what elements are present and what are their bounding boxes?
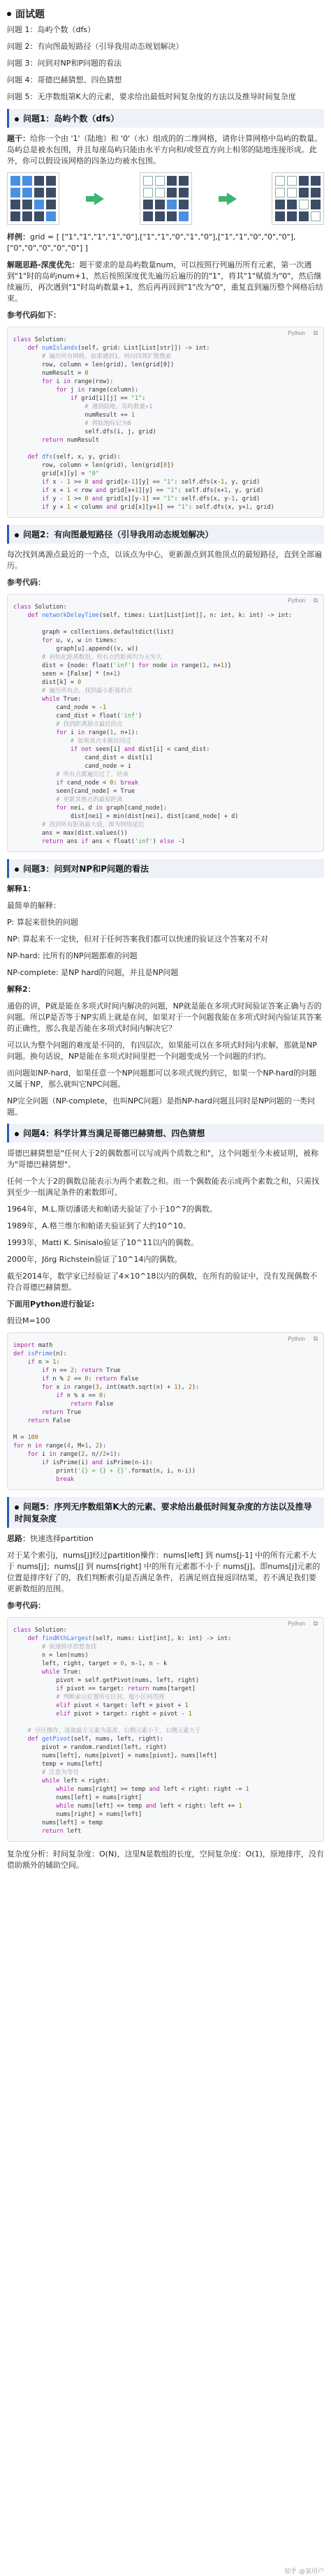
code-label: 参考代码： — [7, 578, 45, 587]
solution-idea: 解题思路-深度优先：题干要求的是岛屿数量num，可以按照行列遍历所有元素，第一次遇到"1"时的岛屿num+1，然后按照深度优先遍历后遍历的的"1"，将其"1"赋值为"0"，然后继续遍历，再次遇到"1"时岛屿数量+1，然后再再回到"1"改为"0"，重复直到遍历整个网格后结束。 — [7, 260, 323, 303]
section-heading-q1: 问题1：岛屿个数（dfs） — [7, 109, 324, 128]
sample: 样例：grid = [ ["1","1","1","1","0"],["1","1","0","1","0"],["1","1","0","0","0"],["0","0","0","0","0"] ] — [7, 232, 296, 253]
q4-paragraph: 2000年，Jörg Richstein验证了10^14内的偶数。 — [7, 1255, 182, 1264]
code-lang: Python — [288, 1621, 305, 1627]
code-block-q1: Python ⧉ class Solution: def numIslands(self, grid: List[List[str]]) -> int: # 遍历所有网格，如果遇到1，则向四周扩散搜索 row, column = len(grid), len(grid[0]) numResult = 0 for i in range(row): for j in range(column): if grid[i][j] == "1": # 遇到陆地，岛屿数量+1 numResult += 1 # 将陆地标记为0 self.dfs(i, j, grid) return numResult def dfs(self, x, y, grid): row, column = len(grid), len(grid[0]) grid[x][y] = "0" if x - 1 >= 0 and grid[x-1][y] == "1": self.dfs(x-1, y, grid) if x + 1 < row and grid[x+1][y] == "1": self.dfs(x+1, y, grid) if y - 1 >= 0 and grid[x][y-1] == "1": self.dfs(x, y-1, grid) if y + 1 < column and grid[x][y+1] == "1": self.dfs(x, y+1, grid) — [7, 327, 324, 518]
grid-b — [140, 172, 192, 225]
explain-paragraph: 而问题如NP-hard，如果任意一个NP问题都可以多项式规约到它，如果一个NP-hard的问题又属于NP，那么就叫它NPC问题。 — [7, 1069, 317, 1089]
table-of-contents — [7, 25, 324, 102]
bullet-icon — [15, 1505, 19, 1510]
copy-icon[interactable]: ⧉ — [313, 1336, 318, 1343]
island-illustration — [7, 172, 324, 225]
section-heading-q5: 问题5：序列无序数组第K大的元素、要求给出最低时间复杂度的方法以及推导时间复杂度 — [7, 1497, 324, 1528]
section-heading-q3: 问题3：问到对NP和P问题的看法 — [7, 859, 324, 878]
section-heading-q4: 问题4：科学计算当满足哥德巴赫猜想、四色猜想 — [7, 1124, 324, 1142]
arrow-right-icon — [227, 193, 237, 205]
bullet-icon — [15, 117, 19, 121]
q4-paragraph: 任何一个大于2的偶数总能表示为两个素数之和。而一个偶数能表示成两个素数之和，只需找到至少一组满足条件的素数即可。 — [7, 1177, 319, 1197]
explain-paragraph: 通俗的讲，P就是能在多项式时间内解决的问题，NP就是能在多项式时间验证答案正确与否的问题。所以P是否等于NP实质上就是在问，如果对于一个问题我能在多项式时间内验证其答案的正确性，那么我是否能在多项式时间内解决它？ — [7, 1002, 322, 1033]
page-title: 面试题 — [7, 7, 324, 21]
code-label: 参考代码如下： — [7, 311, 61, 320]
explain-label: 解释2： — [7, 985, 36, 994]
code-block-q4: Python ⧉ import math def isPrime(n): if n > 1: if n == 2: return True if n % 2 == 0: return False for x in range(3, int(math.sqrt(n) + 1), 2): if n % x == 0: return False return True return False M = 100 for n in range(4, M+1, 2): for i in range(2, n//2+1): if isPrime(i) and isPrime(n-i): print('{} = {} + {}'.format(n, i, n-i)) break — [7, 1332, 324, 1490]
toc-item[interactable]: 问题 2：有向图最短路径（引导我用动态规划解决） — [7, 42, 184, 51]
explain-line: NP-complete: 是NP hard的问题，并且是NP问题 — [7, 968, 179, 977]
problem-statement: 题干：给你一个由 '1'（陆地）和 '0'（水）组成的的二维网格，请你计算网格中岛屿的数量。岛屿总是被水包围，并且每座岛屿只能由水平方向和/或竖直方向上相邻的陆地连接形成。此外，你可以假设该网格的四条边均被水包围。 — [7, 134, 323, 165]
grid-c — [272, 172, 324, 225]
explain-paragraph: NP完全问题（NP-complete，也叫NPC问题）是指NP-hard问题且同时是NP问题的一类问题。 — [7, 1096, 315, 1117]
q4-paragraph: 1989年，A.格兰维尔和帕诺夫验证到了大约10^10。 — [7, 1221, 191, 1230]
explain-line: NP: 算起来不一定快，但对于任何答案我们都可以快速的验证这个答案对不对 — [7, 935, 269, 944]
code-block-q2: Python ⧉ class Solution: def networkDelayTime(self, times: List[List[int]], n: int, k: int) -> int: graph = collections.defaultdict(list) for u, v, w in times: graph[u].append((v, w)) # 初始化距离数组，所有点的距离均为无穷大 dist = {node: float('inf') for node in range(1, n+1)} seen = [False] * (n+1) dist[k] = 0 # 遍历所有点，找到最小距离的点 while True: cand_node = -1 cand_dist = float('inf') # 找到距离源点最近的点 for i in range(1, n+1): # 如果该点未被访问过 if not seen[i] and dist[i] < cand_dist: cand_dist = dist[i] cand_node = i # 所有点都遍历过了，结束 if cand_node < 0: break seen[cand_node] = True # 更新其他点的最短距离 for nei, d in graph[cand_node]: dist[nei] = min(dist[nei], dist[cand_node] + d) # 找到所有距离最大值，即为网络延迟 ans = max(dist.values()) return ans if ans < float('inf') else -1 — [7, 594, 324, 852]
bullet-icon — [7, 12, 11, 16]
copy-icon[interactable]: ⧉ — [313, 330, 318, 337]
code-block-q5: Python ⧉ class Solution: def findKthLargest(self, nums: List[int], k: int) -> int: # 快速排序思想查找 n = len(nums) left, right, target = 0, n-1, n - k while True: pivot = self.getPivot(nums, left, right) if pivot == target: return nums[target] # 判断索引位置所在区间，缩小区间范围 elif pivot < target: left = pivot + 1 elif pivot > target: right = pivot - 1 # 分区操作，选取最左元素为基准，右侧元素小于，右侧元素大于 def getPivot(self, nums, left, right): pivot = random.randint(left, right) nums[left], nums[pivot] = nums[pivot], nums[left] temp = nums[left] # 注意为等号 while left < right: while nums[right] >= temp and left < right: right -= 1 nums[left] = nums[right] while nums[left] <= temp and left < right: left += 1 nums[right] = nums[left] nums[left] = temp return left — [7, 1617, 324, 1842]
q4-paragraph: 哥德巴赫猜想是"任何大于2的偶数都可以写成两个质数之和"，这个问题至今未被证明，被称为"哥德巴赫猜想"。 — [7, 1149, 319, 1169]
bullet-icon — [15, 533, 19, 537]
explain-line: NP-hard: 比所有的NP问题都难的问题 — [7, 951, 138, 960]
toc-item[interactable]: 问题 5：无序数组第K大的元素，要求给出最低时间复杂度的方法以及推导时间复杂度 — [7, 92, 296, 101]
demo-note: 假设M=100 — [7, 1316, 50, 1325]
code-lang: Python — [288, 1336, 305, 1342]
q5-idea: 思路：快速选择partition — [7, 1534, 94, 1543]
copy-icon[interactable]: ⧉ — [313, 597, 318, 604]
demo-label: 下面用Python进行验证: — [7, 1300, 95, 1309]
q5-idea-detail: 对于某个索引j，nums[j]经过partition操作：nums[left] 到 nums[j-1] 中的所有元素不大于 nums[j]；nums[j] 到 nums[right] 中的所有元素都不小于 nums[j]。即nums[j]元素的位置是排序好了的，我们判断索引j是否满足条件，若满足则直接返回结果，若不满足我们要更新数组的范围。 — [7, 1551, 321, 1593]
bullet-icon — [15, 1132, 19, 1136]
code-lang: Python — [288, 330, 305, 336]
explain-line: 最简单的解释： — [7, 901, 61, 910]
section-heading-q2: 问题2：有向图最短路径（引导我用动态规划解决） — [7, 525, 324, 544]
grid-a — [7, 172, 59, 225]
q2-text: 每次找到离源点最近的一个点，以该点为中心，更新源点到其他顶点的最短路径，直到全部遍历。 — [7, 550, 322, 570]
copy-icon[interactable]: ⧉ — [313, 1621, 318, 1628]
toc-item[interactable]: 问题 3：问到对NP和P问题的看法 — [7, 59, 122, 68]
bullet-icon — [15, 868, 19, 872]
footer-watermark: 知乎 @某用户 — [284, 2568, 324, 2575]
q4-paragraph: 截至2014年，数学家已经验证了4×10^18以内的偶数，在所有的验证中，没有发现偶数不符合哥德巴赫猜想。 — [7, 1272, 318, 1292]
toc-item[interactable]: 问题 4：哥德巴赫猜想、四色猜想 — [7, 75, 122, 84]
explain-label: 解释1： — [7, 884, 36, 893]
code-label: 参考代码： — [7, 1601, 45, 1610]
complexity: 复杂度分析：时间复杂度：O(N)，这里N是数组的长度，空间复杂度：O(1)，原地排序，没有借助额外的辅助空间。 — [7, 1849, 324, 1870]
toc-item[interactable]: 问题 1：岛屿个数（dfs） — [7, 25, 96, 34]
explain-line: P: 算起来很快的问题 — [7, 918, 78, 927]
q4-paragraph: 1993年，Matti K. Sinisalo验证了10^11以内的偶数。 — [7, 1238, 199, 1247]
explain-paragraph: 可以认为整个问题的难度是不同的，有四层次，如果能可以在多项式时间内求解，那就是NP问题。换句话说，NP是能在多项式时间里把一个问题变成另一个问题的归约。 — [7, 1041, 317, 1061]
arrow-right-icon — [94, 193, 104, 205]
code-lang: Python — [288, 597, 305, 604]
q4-paragraph: 1964年，M.L.斯切潘诺夫和帕诺夫验证了小于10^7的偶数。 — [7, 1205, 217, 1214]
